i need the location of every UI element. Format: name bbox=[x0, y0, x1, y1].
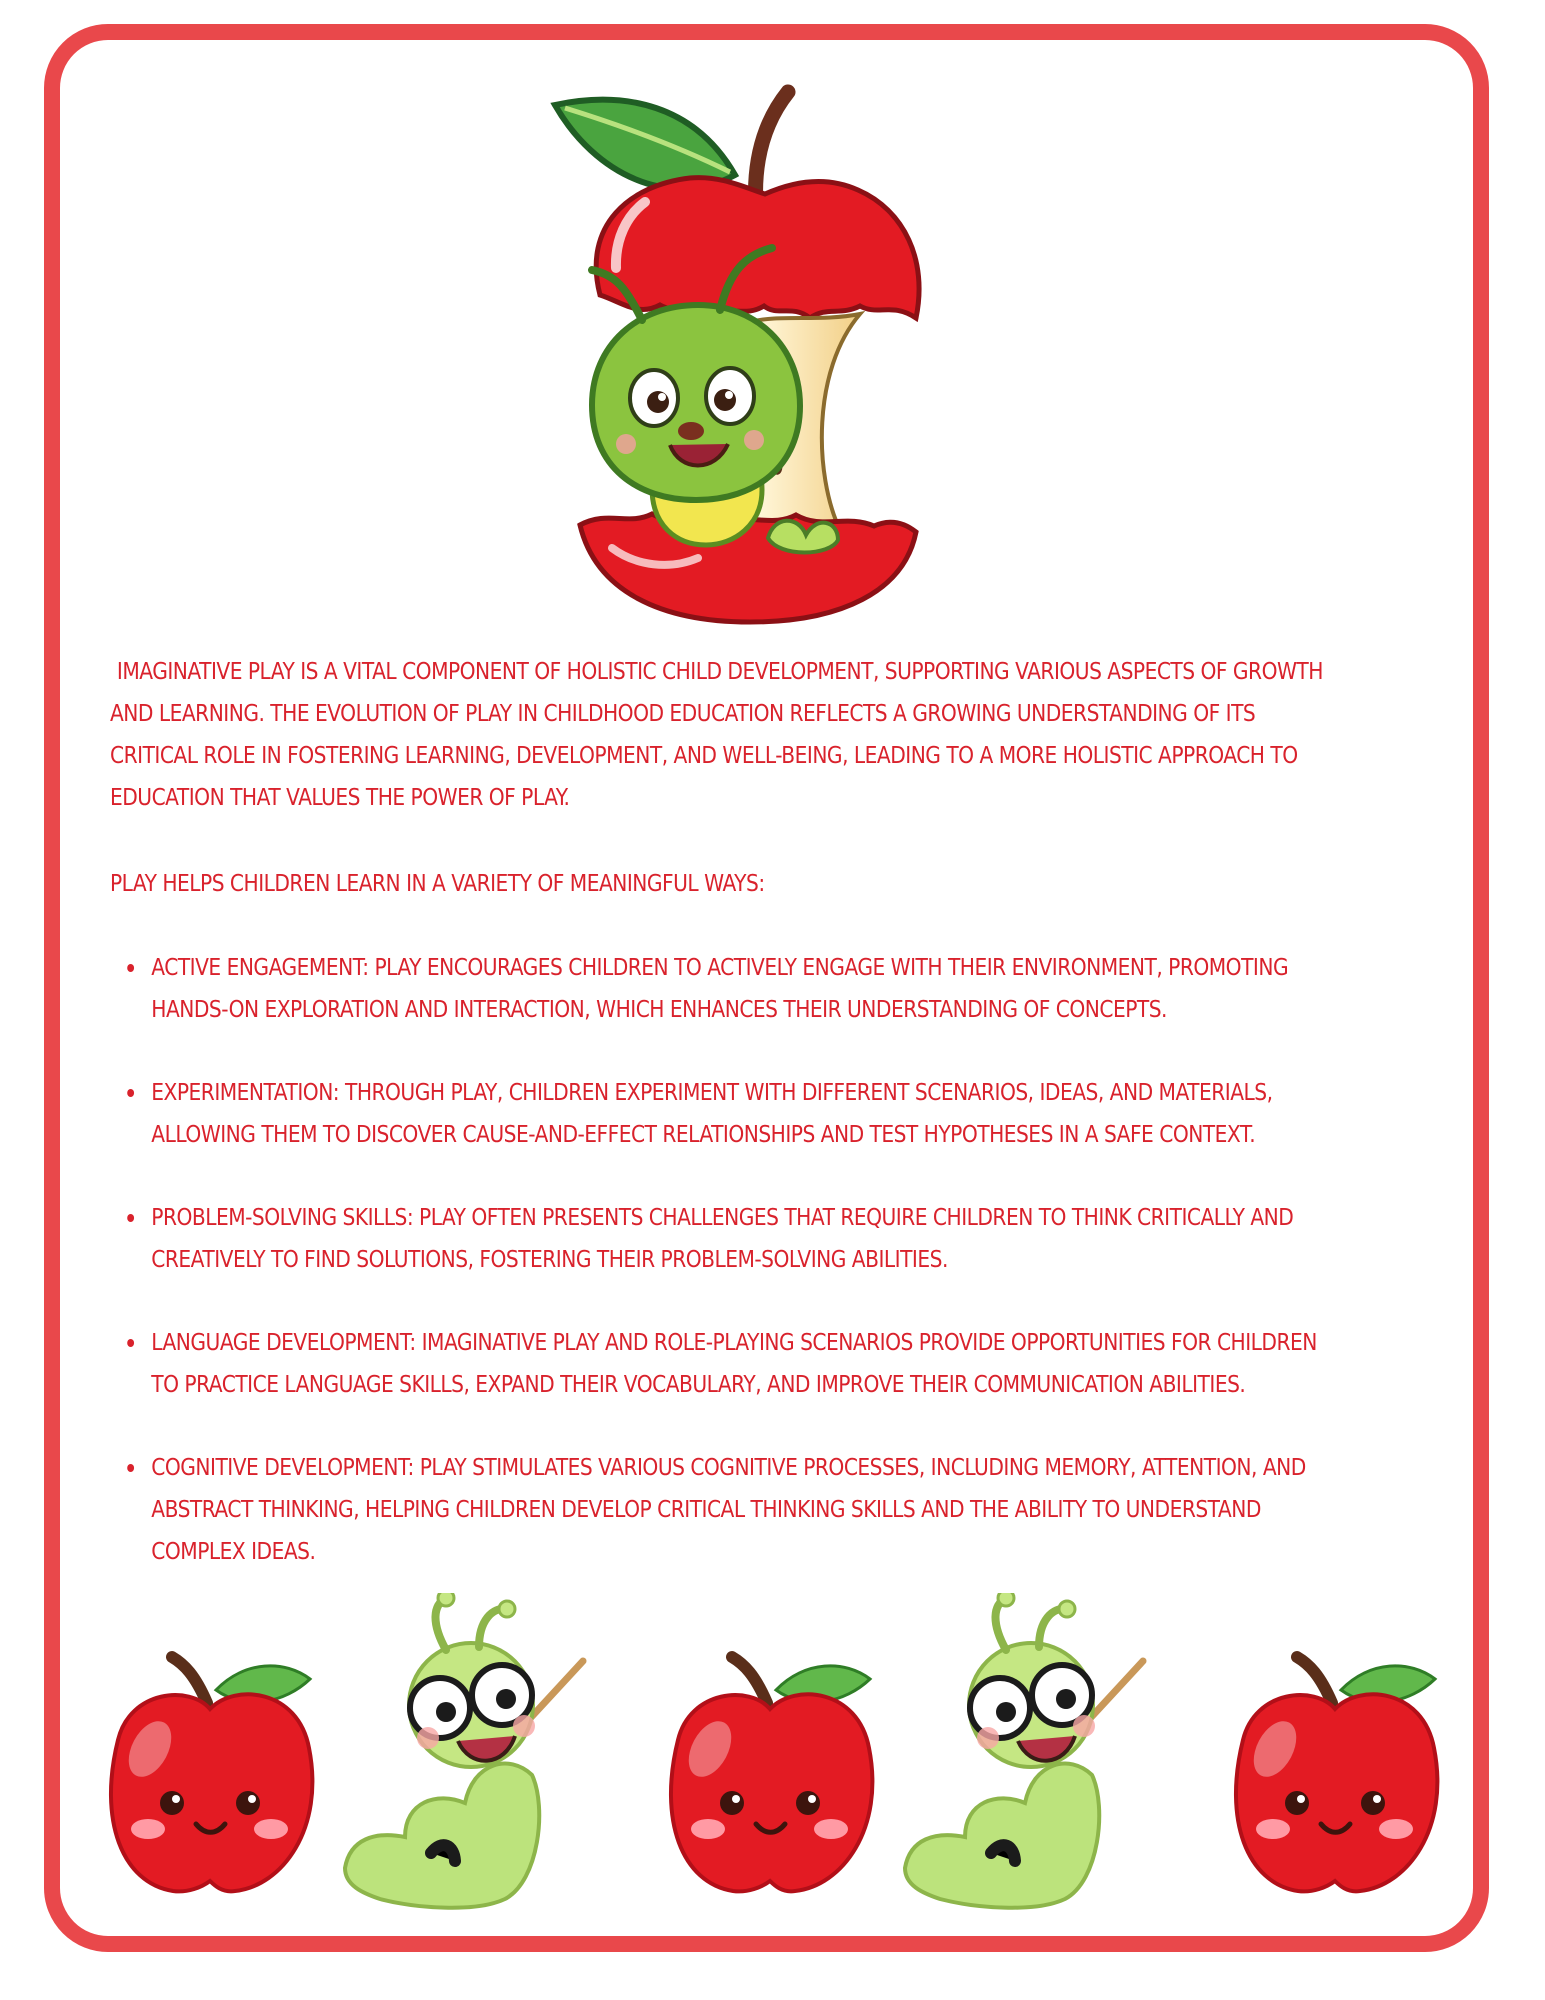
lead-sentence: PLAY HELPS CHILDREN LEARN IN A VARIETY OF MEANINGFUL WAYS: bbox=[110, 869, 765, 897]
benefit-text: COGNITIVE DEVELOPMENT: PLAY STIMULATES VARIOUS COGNITIVE PROCESSES, INCLUDING MEMORY, ATTENTION, AND ABSTRACT THINKING, HELPING CHILDREN DEVELOP CRITICAL THINKING SKILLS AND THE ABILITY TO UNDERSTAND COMPLEX IDEAS. bbox=[151, 1453, 1306, 1565]
bullet-icon bbox=[127, 1214, 134, 1222]
smiling-apple-3 bbox=[1205, 1645, 1465, 1905]
smiling-apple-1 bbox=[80, 1645, 340, 1905]
bullet-icon bbox=[127, 1464, 134, 1472]
benefit-experimentation bbox=[110, 1071, 1331, 1155]
bullet-icon bbox=[127, 1339, 134, 1347]
benefits-list bbox=[110, 946, 1331, 1572]
benefit-language-development bbox=[110, 1321, 1331, 1405]
benefit-active-engagement bbox=[110, 946, 1331, 1030]
article-content bbox=[110, 650, 1323, 1613]
teacher-caterpillar-1 bbox=[325, 1593, 615, 1913]
smiling-apple-2 bbox=[640, 1645, 900, 1905]
bullet-icon bbox=[127, 1089, 134, 1097]
hero-leaf bbox=[555, 100, 735, 189]
benefit-text: EXPERIMENTATION: THROUGH PLAY, CHILDREN EXPERIMENT WITH DIFFERENT SCENARIOS, IDEAS, AND MATERIALS, ALLOWING THEM TO DISCOVER CAUSE-AND-EFFECT RELATIONSHIPS AND TEST HYPOTHESES IN A SAFE CONTEXT. bbox=[151, 1078, 1273, 1148]
footer-illustration-row bbox=[80, 1575, 1475, 1915]
benefit-cognitive-development bbox=[110, 1446, 1331, 1572]
benefit-text: LANGUAGE DEVELOPMENT: IMAGINATIVE PLAY AND ROLE-PLAYING SCENARIOS PROVIDE OPPORTUNITIES FOR CHILDREN TO PRACTICE LANGUAGE SKILLS, EXPAND THEIR VOCABULARY, AND IMPROVE THEIR COMMUNICATION ABILITIES. bbox=[151, 1328, 1317, 1398]
intro-paragraph: IMAGINATIVE PLAY IS A VITAL COMPONENT OF HOLISTIC CHILD DEVELOPMENT, SUPPORTING VARIOUS ASPECTS OF GROWTH AND LEARNING. THE EVOLUTION OF PLAY IN CHILDHOOD EDUCATION REFLECTS A GROWING UNDERSTANDING OF ITS CRITICAL ROLE IN FOSTERING LEARNING, DEVELOPMENT, AND WELL-BEING, LEADING TO A MORE HOLISTIC APPROACH TO EDUCATION THAT VALUES THE POWER OF PLAY. bbox=[110, 657, 1323, 811]
benefit-text: PROBLEM-SOLVING SKILLS: PLAY OFTEN PRESENTS CHALLENGES THAT REQUIRE CHILDREN TO THINK CRITICALLY AND CREATIVELY TO FIND SOLUTIONS, FOSTERING THEIR PROBLEM-SOLVING ABILITIES. bbox=[151, 1203, 1294, 1273]
teacher-caterpillar-2 bbox=[885, 1593, 1175, 1913]
bullet-icon bbox=[127, 964, 134, 972]
benefit-problem-solving bbox=[110, 1196, 1331, 1280]
apple-core-caterpillar-illustration bbox=[520, 70, 960, 630]
benefit-text: ACTIVE ENGAGEMENT: PLAY ENCOURAGES CHILDREN TO ACTIVELY ENGAGE WITH THEIR ENVIRONMENT, PROMOTING HANDS-ON EXPLORATION AND INTERACTION, WHICH ENHANCES THEIR UNDERSTANDING OF CONCEPTS. bbox=[151, 953, 1289, 1023]
